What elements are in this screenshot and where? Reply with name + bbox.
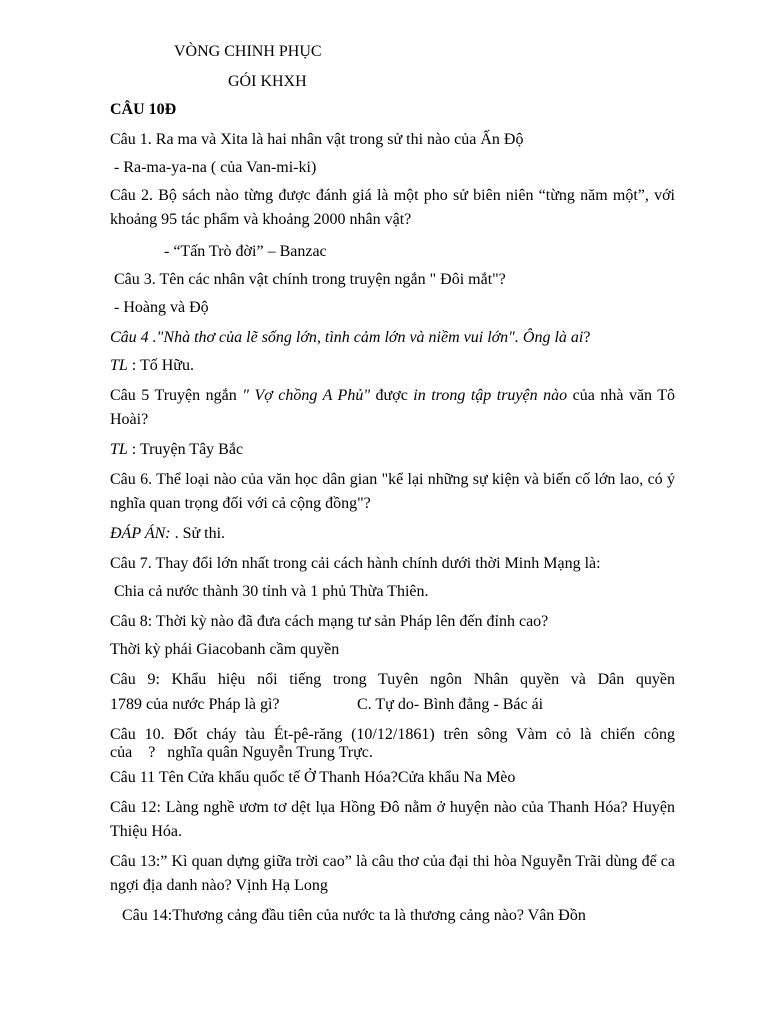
question-14: Câu 14:Thương cảng đầu tiên của nước ta là thương cảng nào? Vân Đồn	[110, 907, 586, 924]
question-5-part-4: in trong tập truyện nào	[413, 387, 568, 404]
title-line-1: VÒNG CHINH PHỤC	[174, 43, 322, 60]
question-7: Câu 7. Thay đổi lớn nhất trong cải cách hành chính dưới thời Minh Mạng là:	[110, 555, 601, 572]
question-5-part-5: của nhà văn Tô Hoài?	[110, 387, 676, 428]
answer-3: - Hoàng và Độ	[110, 299, 209, 316]
question-5	[110, 384, 675, 432]
answer-5	[110, 438, 675, 462]
question-4-text: Câu 4 ."Nhà thơ của lẽ sống lớn, tình cảm lớn và niềm vui lớn". Ông là ai	[110, 329, 584, 346]
answer-6-label: ĐÁP ÁN:	[110, 525, 171, 542]
answer-7: Chia cả nước thành 30 tỉnh và 1 phủ Thừa Thiên.	[110, 583, 429, 600]
answer-2: - “Tấn Trò đời” – Banzac	[164, 243, 327, 260]
answer-8: Thời kỳ phái Giacobanh cầm quyền	[110, 641, 340, 658]
question-1: Câu 1. Ra ma và Xita là hai nhân vật trong sử thi nào của Ấn Độ	[110, 131, 524, 148]
answer-4	[110, 354, 675, 378]
question-8: Câu 8: Thời kỳ nào đã đưa cách mạng tư sản Pháp lên đến đỉnh cao?	[110, 613, 549, 630]
question-5-part-3: được	[370, 387, 414, 404]
answer-5-text: : Truyện Tây Bắc	[127, 441, 244, 458]
answer-4-text: : Tố Hữu.	[127, 357, 194, 374]
question-11: Câu 11 Tên Cửa khẩu quốc tế Ở Thanh Hóa?Cửa khẩu Na Mèo	[110, 769, 516, 786]
question-3: Câu 3. Tên các nhân vật chính trong truyện ngắn " Đôi mắt"?	[110, 271, 506, 288]
question-6: Câu 6. Thể loại nào của văn học dân gian "kể lại những sự kiện và biến cố lớn lao, có ý nghĩa quan trọng đối với cả cộng đồng"?	[110, 471, 675, 512]
question-4	[110, 326, 675, 350]
title-line-2: GÓI KHXH	[228, 73, 307, 90]
question-12: Câu 12: Làng nghề ươm tơ dệt lụa Hồng Đô nằm ở huyện nào của Thanh Hóa? Huyện Thiệu Hóa.	[110, 799, 675, 840]
question-10-line-1: Câu 10. Đốt cháy tàu Ét-pê-răng (10/12/1861) trên sông Vàm cỏ là chiến công	[110, 726, 675, 743]
answer-1: - Ra-ma-ya-na ( của Van-mi-ki)	[110, 159, 317, 176]
question-13: Câu 13:” Kì quan dựng giữa trời cao” là câu thơ của đại thi hòa Nguyễn Trãi dùng để ca ngợi địa danh nào? Vịnh Hạ Long	[110, 853, 675, 894]
question-9-question: 1789 của nước Pháp là gì?	[110, 696, 280, 713]
answer-5-label: TL	[110, 441, 128, 458]
question-4-end: ?	[583, 329, 591, 346]
question-5-part-1: Câu 5 Truyện ngắn	[110, 387, 243, 404]
answer-6	[110, 522, 675, 546]
answer-6-text: . Sử thi.	[170, 525, 226, 542]
section-heading: CÂU 10Đ	[110, 101, 177, 118]
question-5-part-2: " Vợ chồng A Phủ"	[242, 387, 371, 404]
question-9-line-1: Câu 9: Khẩu hiệu nổi tiếng trong Tuyên ngôn Nhân quyền và Dân quyền	[110, 671, 675, 688]
question-2: Câu 2. Bộ sách nào từng được đánh giá là một pho sử biên niên “từng năm một”, với khoảng 95 tác phẩm và khoảng 2000 nhân vật?	[110, 187, 675, 228]
answer-4-label: TL	[110, 357, 128, 374]
question-9-answer: C. Tự do- Bình đẳng - Bác ái	[357, 696, 544, 713]
question-10-line-2: của ? nghĩa quân Nguyễn Trung Trực.	[110, 744, 373, 761]
question-9-line-2	[110, 693, 675, 717]
